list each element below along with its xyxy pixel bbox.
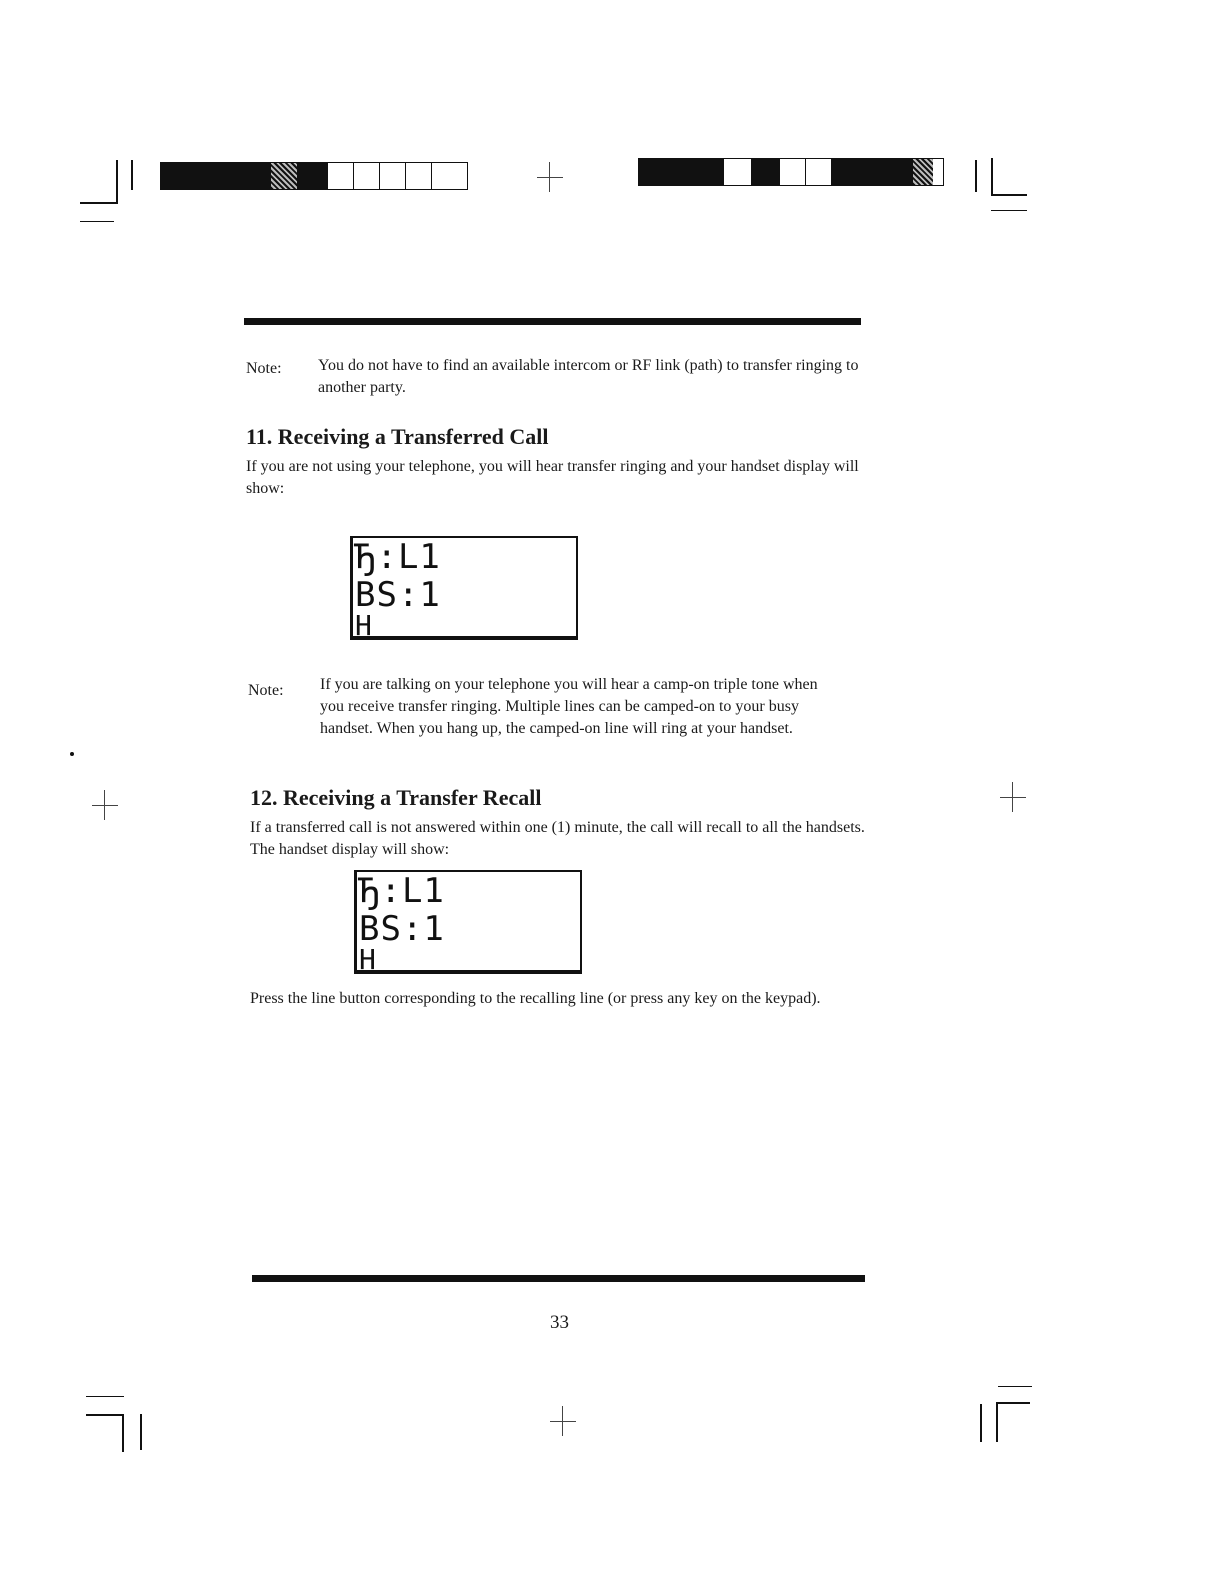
crop-mark xyxy=(991,194,1027,196)
crop-mark xyxy=(86,1414,124,1416)
note-label: Note: xyxy=(246,360,282,377)
crop-mark xyxy=(116,160,118,204)
registration-mark xyxy=(535,162,565,192)
registration-mark xyxy=(998,782,1028,812)
display-line-1: Ђ:L1 xyxy=(359,871,445,911)
crop-mark xyxy=(980,1404,982,1442)
section-intro: If a transferred call is not answered within one (1) minute, the call will recall to all the handsets. The handset display will show: xyxy=(250,819,865,858)
crop-mark xyxy=(80,221,114,222)
section-intro: If you are not using your telephone, you will hear transfer ringing and your handset display will show: xyxy=(246,458,859,497)
handset-display xyxy=(354,870,582,974)
display-line-3: H xyxy=(355,609,373,642)
display-line-2: BS:1 xyxy=(359,909,445,949)
crop-mark xyxy=(998,1386,1032,1387)
note-text: If you are talking on your telephone you will hear a camp-on triple tone when you receive transfer ringing. Multiple lines can be camped-on to your busy handset. When you hang up, the camped-on line will ring at your handset. xyxy=(320,676,818,737)
section-outro: Press the line button corresponding to the recalling line (or press any key on the keypad). xyxy=(250,990,821,1007)
section-heading: 11. Receiving a Transferred Call xyxy=(246,424,549,449)
crop-mark xyxy=(131,160,133,190)
crop-mark xyxy=(996,1402,998,1442)
display-line-1: Ђ:L1 xyxy=(355,537,441,577)
registration-mark xyxy=(90,790,120,820)
top-rule xyxy=(244,318,861,325)
crop-mark xyxy=(996,1402,1030,1404)
registration-mark xyxy=(548,1406,578,1436)
crop-mark xyxy=(122,1414,124,1452)
note-label: Note: xyxy=(248,682,284,699)
handset-display xyxy=(350,536,578,640)
color-bar-strip xyxy=(638,158,944,186)
color-bar-strip xyxy=(160,162,468,190)
display-line-2: BS:1 xyxy=(355,575,441,615)
crop-mark xyxy=(140,1414,142,1450)
bottom-rule xyxy=(252,1275,865,1282)
crop-mark xyxy=(86,1396,124,1397)
display-line-3: H xyxy=(359,943,377,976)
note-text: You do not have to find an available intercom or RF link (path) to transfer ringing to another party. xyxy=(318,357,859,396)
section-heading: 12. Receiving a Transfer Recall xyxy=(250,785,542,810)
crop-mark xyxy=(991,210,1027,211)
page-number: 33 xyxy=(550,1312,569,1333)
stray-dot xyxy=(70,752,74,756)
crop-mark xyxy=(975,160,977,192)
crop-mark xyxy=(991,158,993,196)
crop-mark xyxy=(80,202,118,204)
